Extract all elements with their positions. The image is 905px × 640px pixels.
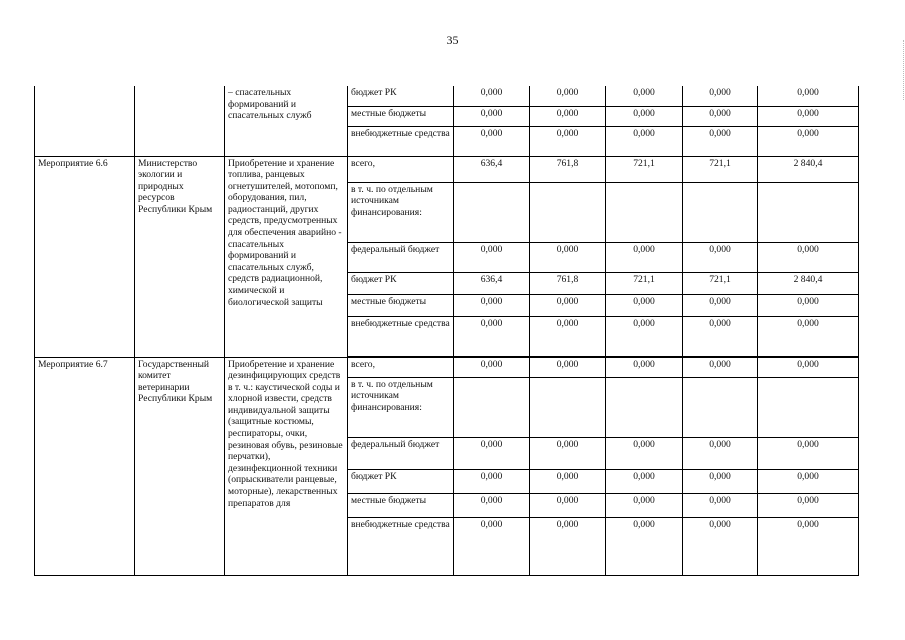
value-cell: 0,000 [758, 106, 859, 126]
value-cell [530, 377, 606, 437]
source-label: федеральный бюджет [348, 437, 454, 469]
activity-cell: Мероприятие 6.7 [35, 357, 135, 575]
value-cell: 0,000 [758, 86, 859, 106]
value-cell: 0,000 [606, 469, 683, 493]
value-cell: 0,000 [606, 86, 683, 106]
value-cell: 0,000 [683, 106, 758, 126]
source-label: местные бюджеты [348, 106, 454, 126]
value-cell: 0,000 [758, 357, 859, 377]
value-cell: 0,000 [683, 517, 758, 575]
value-cell: 0,000 [683, 316, 758, 356]
value-cell: 0,000 [758, 294, 859, 316]
value-cell: 0,000 [606, 437, 683, 469]
table-row [35, 156, 859, 182]
value-cell: 761,8 [530, 156, 606, 182]
value-cell: 0,000 [454, 437, 530, 469]
table-row [35, 86, 859, 106]
value-cell: 0,000 [530, 493, 606, 517]
value-cell [758, 377, 859, 437]
value-cell: 0,000 [454, 316, 530, 356]
budget-table [34, 86, 859, 576]
value-cell: 0,000 [606, 517, 683, 575]
value-cell: 2 840,4 [758, 272, 859, 294]
value-cell [683, 182, 758, 242]
value-cell [683, 377, 758, 437]
source-label: местные бюджеты [348, 493, 454, 517]
source-label: внебюджетные средства [348, 316, 454, 356]
value-cell: 0,000 [454, 357, 530, 377]
source-label: бюджет РК [348, 86, 454, 106]
responsible-cell: Министерство экологии и природных ресурсов Республики Крым [135, 156, 225, 357]
value-cell: 0,000 [758, 126, 859, 156]
value-cell: 0,000 [758, 469, 859, 493]
value-cell: 2 840,4 [758, 156, 859, 182]
value-cell: 636,4 [454, 272, 530, 294]
value-cell [454, 377, 530, 437]
value-cell: 0,000 [454, 493, 530, 517]
value-cell: 0,000 [454, 86, 530, 106]
value-cell: 0,000 [530, 86, 606, 106]
value-cell: 0,000 [454, 242, 530, 272]
value-cell: 0,000 [683, 357, 758, 377]
source-label: в т. ч. по отдельным источникам финансирования: [348, 182, 454, 242]
responsible-cell: Государственный комитет ветеринарии Республики Крым [135, 357, 225, 575]
page-number: 35 [446, 33, 459, 47]
value-cell: 0,000 [606, 106, 683, 126]
value-cell: 721,1 [606, 156, 683, 182]
value-cell: 0,000 [454, 517, 530, 575]
value-cell: 721,1 [683, 156, 758, 182]
source-label: бюджет РК [348, 469, 454, 493]
value-cell: 0,000 [454, 126, 530, 156]
activity-cell [35, 86, 135, 156]
value-cell [606, 377, 683, 437]
value-cell: 0,000 [530, 106, 606, 126]
source-label: местные бюджеты [348, 294, 454, 316]
value-cell: 0,000 [530, 294, 606, 316]
value-cell: 0,000 [530, 242, 606, 272]
description-cell: Приобретение и хранение дезинфицирующих средств в т. ч.: каустической соды и хлорной извести, средств индивидуальной защиты (защитные костюмы, респираторы, очки, резиновая обувь, резиновые перчатки), дезинфекционной техники (опрыскиватели ранцевые, моторные), лекарственных препаратов для [225, 357, 348, 575]
value-cell: 0,000 [606, 242, 683, 272]
value-cell [454, 182, 530, 242]
responsible-cell [135, 86, 225, 156]
value-cell: 0,000 [530, 126, 606, 156]
value-cell: 0,000 [606, 357, 683, 377]
value-cell: 0,000 [530, 437, 606, 469]
value-cell [530, 182, 606, 242]
value-cell: 0,000 [683, 126, 758, 156]
source-label: внебюджетные средства [348, 126, 454, 156]
source-label: внебюджетные средства [348, 517, 454, 575]
value-cell: 0,000 [530, 517, 606, 575]
value-cell: 0,000 [454, 469, 530, 493]
value-cell [758, 182, 859, 242]
source-label: федеральный бюджет [348, 242, 454, 272]
value-cell: 0,000 [454, 106, 530, 126]
source-label: бюджет РК [348, 272, 454, 294]
value-cell: 0,000 [683, 437, 758, 469]
value-cell: 0,000 [683, 493, 758, 517]
value-cell: 0,000 [758, 242, 859, 272]
value-cell: 0,000 [683, 469, 758, 493]
value-cell: 0,000 [758, 517, 859, 575]
value-cell: 761,8 [530, 272, 606, 294]
value-cell: 0,000 [530, 357, 606, 377]
value-cell: 0,000 [606, 126, 683, 156]
source-label: всего, [348, 357, 454, 377]
source-label: в т. ч. по отдельным источникам финансирования: [348, 377, 454, 437]
activity-cell: Мероприятие 6.6 [35, 156, 135, 357]
description-cell: Приобретение и хранение топлива, ранцевых огнетушителей, мотопомп, оборудования, пил, радиостанций, других средств, предусмотренных для обеспечения аварийно - спасательных формирований и спасательных служб, средств радиационной, химической и биологической защиты [225, 156, 348, 357]
table-row [35, 357, 859, 377]
value-cell: 0,000 [683, 294, 758, 316]
value-cell: 0,000 [454, 294, 530, 316]
description-cell: – спасательных формирований и спасательных служб [225, 86, 348, 156]
value-cell: 0,000 [606, 316, 683, 356]
value-cell: 636,4 [454, 156, 530, 182]
value-cell: 0,000 [530, 469, 606, 493]
value-cell: 0,000 [530, 316, 606, 356]
value-cell: 0,000 [758, 493, 859, 517]
value-cell: 0,000 [758, 437, 859, 469]
value-cell: 0,000 [758, 316, 859, 356]
value-cell [606, 182, 683, 242]
source-label: всего, [348, 156, 454, 182]
value-cell: 721,1 [683, 272, 758, 294]
value-cell: 0,000 [683, 242, 758, 272]
value-cell: 721,1 [606, 272, 683, 294]
value-cell: 0,000 [606, 493, 683, 517]
value-cell: 0,000 [683, 86, 758, 106]
value-cell: 0,000 [606, 294, 683, 316]
